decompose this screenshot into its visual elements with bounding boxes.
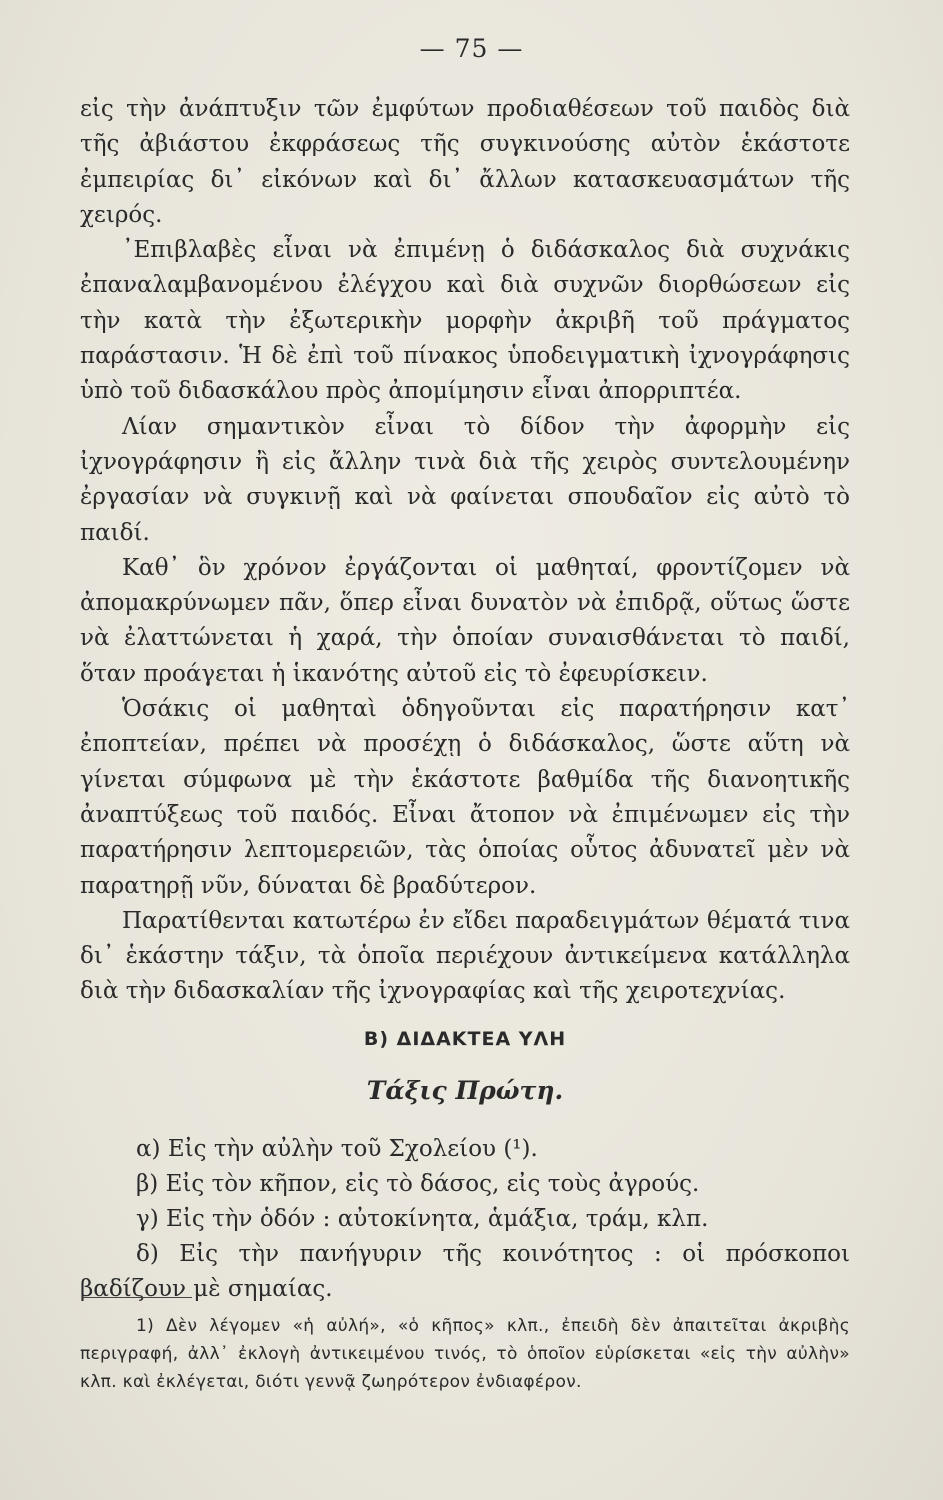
list-item-d: δ) Εἰς τὴν πανήγυριν τῆς κοινότητος : οἱ πρόσκοποι βαδίζουν μὲ σημαίας. — [80, 1240, 850, 1302]
class-heading: Τάξις Πρώτη. — [366, 1075, 564, 1105]
section-heading: Β) ΔΙΔΑΚΤΕΑ ΥΛΗ — [363, 1027, 567, 1050]
main-text — [80, 92, 850, 1307]
paragraph-2: ᾽Επιβλαβὲς εἶναι νὰ ἐπιμένῃ ὁ διδάσκαλος διὰ συχνάκις ἐπαναλαμβανομένου ἐλέγχου καὶ διὰ συχνῶν διορθώσεων εἰς τὴν κατὰ τὴν ἐξωτερικὴν μορφὴν ἀκριβῆ τοῦ πράγματος παράστασιν. Ἡ δὲ ἐπὶ τοῦ πίνακος ὑποδειγματικὴ ἰχνογράφησις ὑπὸ τοῦ διδασκάλου πρὸς ἀπομίμησιν εἶναι ἀπορριπτέα. — [80, 237, 850, 405]
page-number: — 75 — — [419, 34, 524, 63]
paragraph-1: εἰς τὴν ἀνάπτυξιν τῶν ἐμφύτων προδιαθέσεων τοῦ παιδὸς διὰ τῆς ἀβιάστου ἐκφράσεως τῆς συγκινούσης αὐτὸν ἑκάστοτε ἐμπειρίας δι᾽ εἰκόνων καὶ δι᾽ ἄλλων κατασκευασμάτων τῆς χειρός. — [80, 96, 850, 228]
paragraph-5: Ὁσάκις οἱ μαθηταὶ ὁδηγοῦνται εἰς παρατήρησιν κατ᾽ ἐποπτείαν, πρέπει νὰ προσέχῃ ὁ διδάσκαλος, ὥστε αὕτη νὰ γίνεται σύμφωνα μὲ τὴν ἑκάστοτε βαθμίδα τῆς διανοητικῆς ἀναπτύξεως τοῦ παιδός. Εἶναι ἄτοπον νὰ ἐπιμένωμεν εἰς τὴν παρατήρησιν λεπτομερειῶν, τὰς ὁποίας οὗτος ἀδυνατεῖ μὲν νὰ παρατηρῇ νῦν, δύναται δὲ βραδύτερον. — [80, 696, 850, 899]
footnote: 1) Δὲν λέγομεν «ἡ αὐλή», «ὁ κῆπος» κλπ., ἐπειδὴ δὲν ἀπαιτεῖται ἀκριβὴς περιγραφή, ἀλλ᾽ ἐκλογὴ ἀντικειμένου τινός, τὸ ὁποῖον εὑρίσκεται «εἰς τὴν αὐλὴν» κλπ. καὶ ἐκλέγεται, διότι γεννᾷ ζωηρότερον ἐνδιαφέρον. — [80, 1316, 850, 1392]
list-item-a: α) Εἰς τὴν αὐλὴν τοῦ Σχολείου (¹). — [136, 1135, 538, 1162]
list-item-c: γ) Εἰς τὴν ὁδόν : αὐτοκίνητα, ἁμάξια, τράμ, κλπ. — [136, 1205, 709, 1232]
list-item-b: β) Εἰς τὸν κῆπον, εἰς τὸ δάσος, εἰς τοὺς ἀγρούς. — [136, 1170, 700, 1197]
paragraph-3: Λίαν σημαντικὸν εἶναι τὸ δίδον τὴν ἀφορμὴν εἰς ἰχνογράφησιν ἢ εἰς ἄλλην τινὰ διὰ τῆς χειρὸς συντελουμένην ἐργασίαν νὰ συγκινῇ καὶ νὰ φαίνεται σπουδαῖον εἰς αὐτὸ τὸ παιδί. — [80, 413, 850, 546]
footnote-rule — [82, 1297, 192, 1298]
paragraph-6: Παρατίθενται κατωτέρω ἐν εἴδει παραδειγμάτων θέματά τινα δι᾽ ἑκάστην τάξιν, τὰ ὁποῖα περιέχουν ἀντικείμενα κατάλληλα διὰ τὴν διδασκαλίαν τῆς ἰχνογραφίας καὶ τῆς χειροτεχνίας. — [80, 907, 850, 1005]
paragraph-4: Καθ᾽ ὃν χρόνον ἐργάζονται οἱ μαθηταί, φροντίζομεν νὰ ἀπομακρύνωμεν πᾶν, ὅπερ εἶναι δυνατὸν νὰ ἐπιδρᾷ, οὕτως ὥστε νὰ ἐλαττώνεται ἡ χαρά, τὴν ὁποίαν συναισθάνεται τὸ παιδί, ὅταν προάγεται ἡ ἱκανότης αὐτοῦ εἰς τὸ ἐφευρίσκειν. — [80, 554, 850, 687]
